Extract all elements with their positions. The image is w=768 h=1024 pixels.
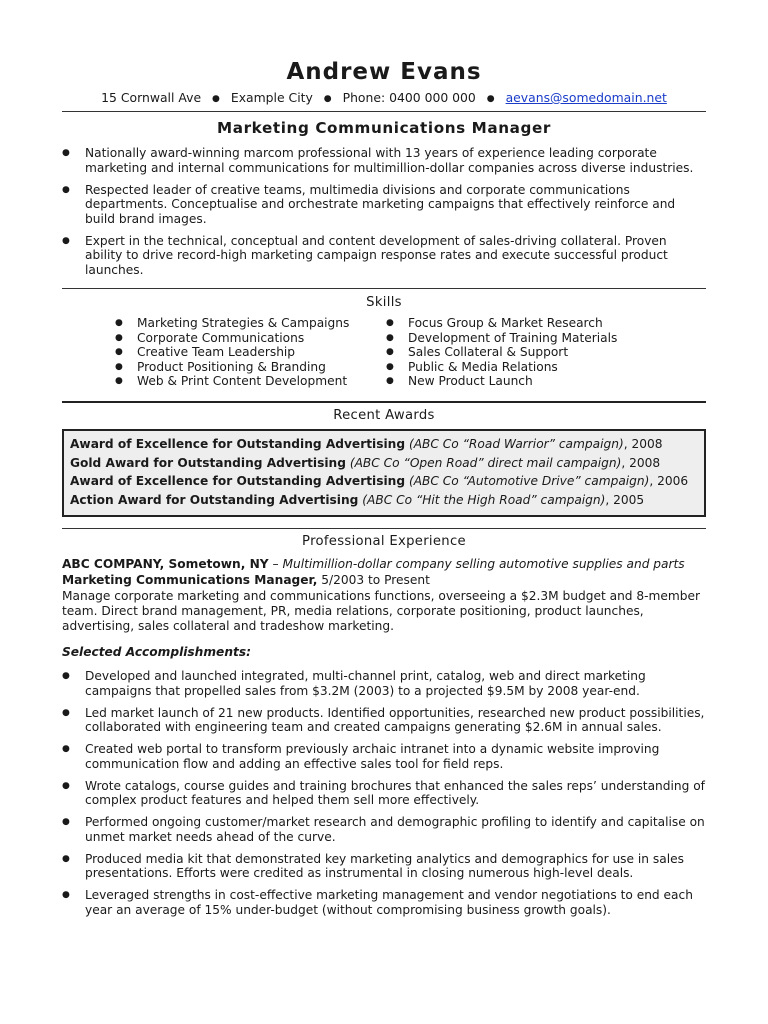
separator-dot: ● [212,94,220,104]
candidate-name: Andrew Evans [286,59,482,85]
skills-list [62,316,706,389]
company-name: ABC COMPANY, Sometown, NY [62,557,269,572]
awards-heading: Recent Awards [333,407,435,423]
bullet-icon: ● [386,361,394,372]
accomplishment-item: ● Developed and launched integrated, multi-channel print, catalog, web and direct marketing campaigns that propelled sales from $3.2M (2003) to a projected $9.5M by 2008 year-end. [62,669,646,698]
bullet-icon: ● [62,817,70,828]
award-item: Award of Excellence for Outstanding Advertising (ABC Co “Automotive Drive” campaign), 2006 [70,474,689,489]
skill-item: ● Focus Group & Market Research [386,316,603,330]
skill-item: ● Web & Print Content Development [115,374,348,389]
award-item: Award of Excellence for Outstanding Advertising (ABC Co “Road Warrior” campaign), 2008 [70,436,663,451]
awards-box [62,429,706,517]
bullet-icon: ● [115,332,123,343]
accomplishment-item: ● Performed ongoing customer/market research and demographic profiling to identify and capitalise on unmet market needs ahead of the curve. [62,815,705,844]
divider [62,528,706,529]
bullet-icon: ● [386,376,394,387]
accomplishment-item: ● Produced media kit that demonstrated key marketing analytics and demographics for use in sales presentations. Efforts were credited as instrumental in closing numerous high-level deals. [62,851,684,881]
position-dates: 5/2003 to Present [317,573,430,588]
accomplishment-item: ● Created web portal to transform previously archaic intranet into a dynamic website improving communication flow and adding an effective sales tool for field reps. [62,742,660,771]
accomplishments-list [62,669,706,917]
skill-item: ● Development of Training Materials [386,330,618,345]
bullet-icon: ● [62,148,70,158]
divider [62,401,706,403]
bullet-icon: ● [62,184,70,195]
separator-dot: ● [323,94,332,104]
position-title: Marketing Communications Manager, [62,573,318,588]
accomplishment-item: ● Led market launch of 21 new products. Identified opportunities, researched new product possibilities, collaborated with engineering team and created campaigns generating $2.6M in annual sales. [62,705,705,735]
company-description: Multimillion-dollar company selling automotive supplies and parts [282,557,685,572]
bullet-icon: ● [115,347,123,358]
bullet-icon: ● [62,744,70,755]
position-line [62,573,706,588]
bullet-icon: ● [115,361,123,372]
accomplishment-item: ● Leveraged strengths in cost-effective marketing management and vendor negotiations to end each year an average of 15% under-budget (without compromising business growth goals). [62,888,693,917]
skills-heading: Skills [366,295,402,310]
skill-item: ● Product Positioning & Branding [115,359,326,374]
profile-list [62,146,706,277]
experience-summary: Manage corporate marketing and communications functions, overseeing a $2.3M budget and 8-member team. Direct brand management, PR, media relations, corporate positioning, product launches, advertising, sales collateral and tradeshow marketing. [62,589,701,633]
city: Example City [230,90,313,105]
bullet-icon: ● [386,347,394,358]
bullet-icon: ● [62,707,70,718]
skills-column-left [115,316,386,389]
company-line: ABC COMPANY, Sometown, NY – Multimillion-dollar company selling automotive supplies and parts [62,557,685,572]
bullet-icon: ● [62,853,70,864]
contact-line [62,90,706,107]
address: 15 Cornwall Ave [101,90,202,105]
divider [62,288,706,289]
accomplishments-heading: Selected Accomplishments: [62,645,251,660]
bullet-icon: ● [62,671,70,682]
skill-item: ● Marketing Strategies & Campaigns [115,316,350,330]
accomplishment-item: ● Wrote catalogs, course guides and training brochures that enhanced the sales reps’ understanding of complex product features and helped them sell more effectively. [62,778,705,808]
bullet-icon: ● [386,318,394,328]
bullet-icon: ● [62,235,70,246]
award-item: Gold Award for Outstanding Advertising (ABC Co “Open Road” direct mail campaign), 2008 [70,455,661,470]
skill-item: ● Sales Collateral & Support [386,345,569,360]
bullet-icon: ● [115,376,123,387]
skill-item: ● Public & Media Relations [386,359,558,374]
skill-item: ● New Product Launch [386,374,533,389]
award-item: Action Award for Outstanding Advertising (ABC Co “Hit the High Road” campaign), 2005 [70,492,645,507]
job-title: Marketing Communications Manager [217,119,551,137]
profile-item: ● Respected leader of creative teams, multimedia divisions and corporate communications departments. Conceptualise and orchestrate marketing campaigns that effectively reinforce and build brand images. [62,182,676,226]
skills-column-right [386,316,617,389]
bullet-icon: ● [62,890,70,901]
profile-item: ● Nationally award-winning marcom professional with 13 years of experience leading corporate marketing and internal communications for multimillion-dollar companies across diverse industries. [62,146,694,175]
phone: Phone: 0400 000 000 [342,90,476,105]
email-link[interactable]: aevans@somedomain.net [505,90,667,105]
resume-page [62,58,706,925]
experience-heading: Professional Experience [302,534,466,550]
skill-item: ● Corporate Communications [115,330,305,345]
divider [62,111,706,112]
skill-item: ● Creative Team Leadership [115,345,296,360]
separator-dot: ● [486,94,495,104]
profile-item: ● Expert in the technical, conceptual and content development of sales-driving collateral. Proven ability to drive record-high marketing campaign response rates and execute successful product launches. [62,233,668,277]
bullet-icon: ● [62,780,70,791]
bullet-icon: ● [386,332,394,343]
bullet-icon: ● [115,318,123,328]
